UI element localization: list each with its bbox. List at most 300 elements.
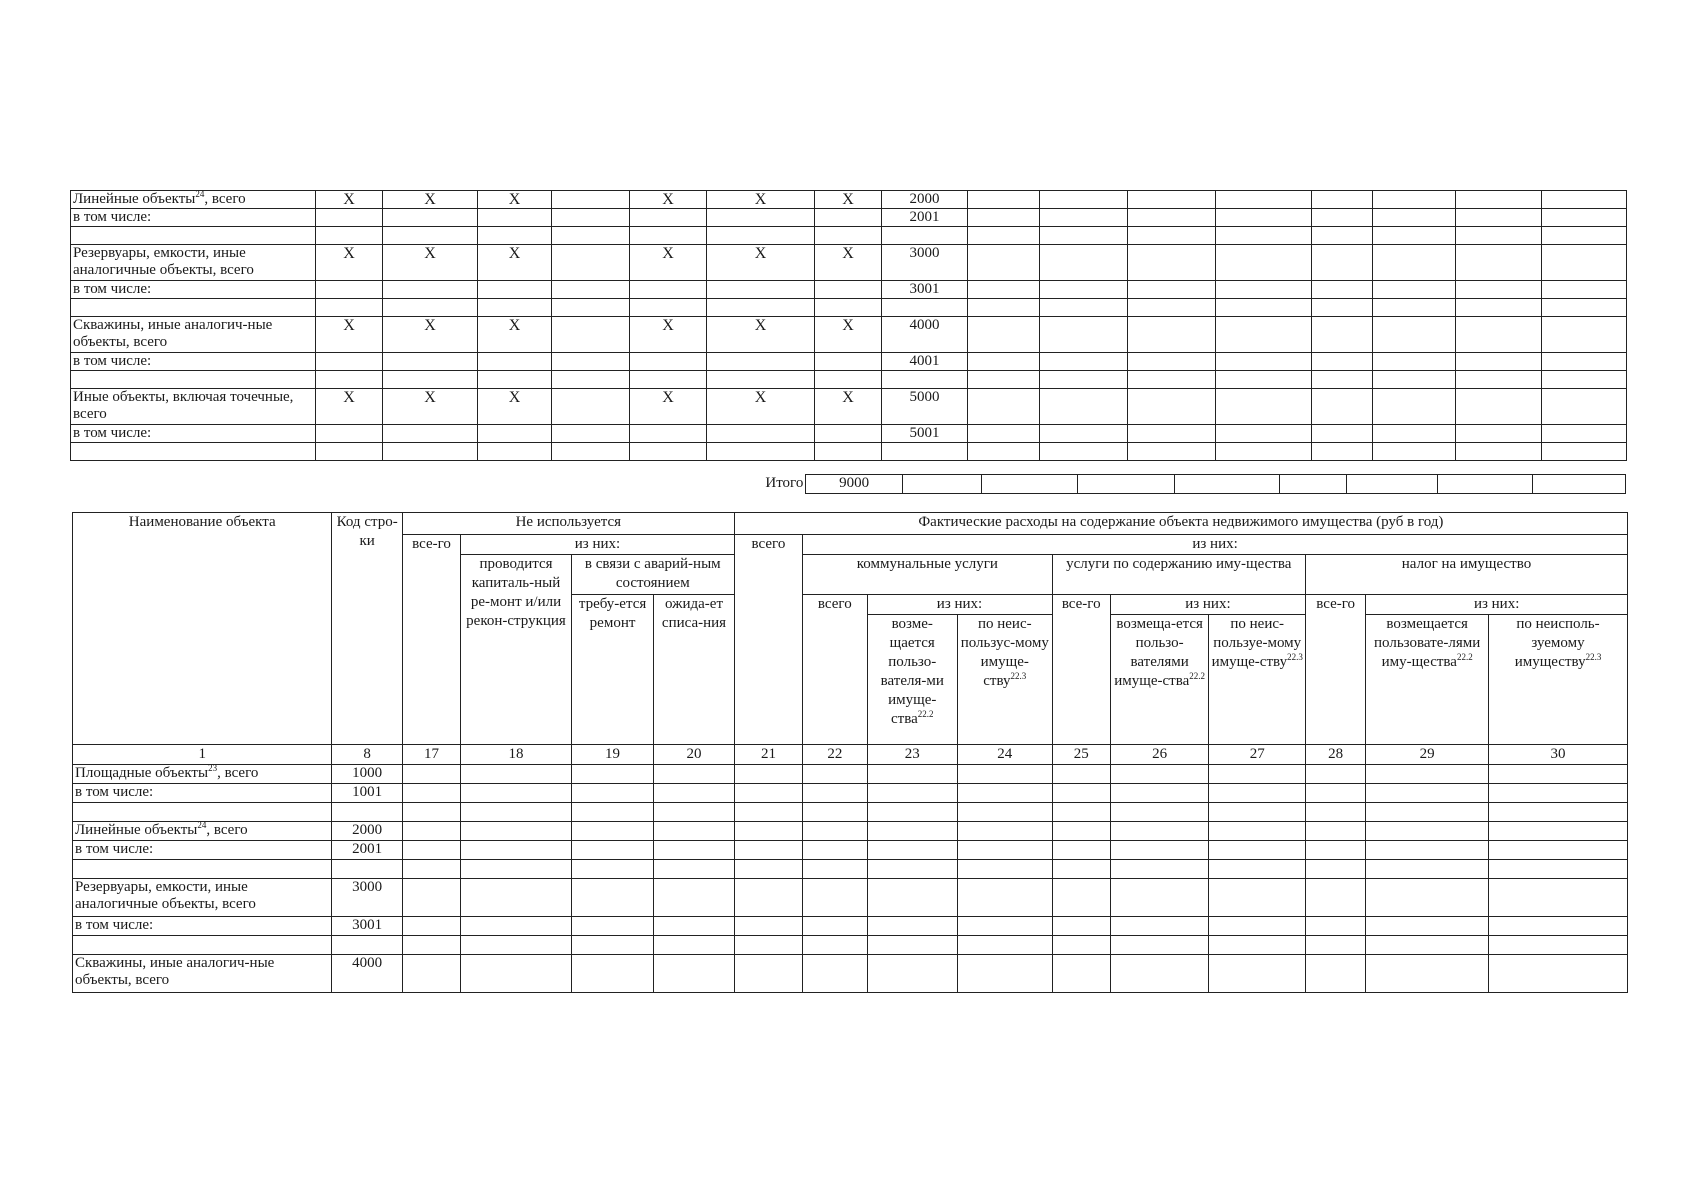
value-cell [1128, 443, 1216, 461]
table-row [71, 209, 1627, 227]
x-mark-cell [478, 227, 552, 245]
x-mark-cell: X [815, 191, 882, 209]
value-cell [1110, 879, 1209, 917]
value-cell [1305, 822, 1365, 841]
value-cell [867, 822, 958, 841]
value-cell [1312, 299, 1373, 317]
x-mark-cell [316, 299, 383, 317]
header-utilities-total: всего [803, 595, 867, 745]
value-cell [1128, 191, 1216, 209]
x-mark-cell [552, 425, 630, 443]
value-cell [1305, 841, 1365, 860]
x-mark-cell: X [478, 191, 552, 209]
table-row [73, 955, 1628, 993]
table-row [71, 191, 1627, 209]
value-cell [654, 803, 734, 822]
row-code [332, 860, 402, 879]
column-number: 24 [958, 745, 1053, 765]
row-name: Линейные объекты$^{24}$, всего [71, 191, 316, 209]
itogo-row [740, 474, 1626, 494]
table-row [73, 784, 1628, 803]
row-name: в том числе: [71, 209, 316, 227]
value-cell [1456, 245, 1542, 281]
value-cell [1373, 317, 1456, 353]
value-cell [803, 879, 867, 917]
table-row [73, 936, 1628, 955]
x-mark-cell [552, 371, 630, 389]
value-cell [1052, 917, 1110, 936]
value-cell [1373, 389, 1456, 425]
x-mark-cell [630, 353, 707, 371]
x-mark-cell [552, 227, 630, 245]
x-mark-cell: X [383, 317, 478, 353]
value-cell [968, 299, 1040, 317]
row-code [332, 936, 402, 955]
value-cell [1366, 936, 1489, 955]
value-cell [867, 841, 958, 860]
value-cell [968, 227, 1040, 245]
value-cell [461, 879, 572, 917]
header-costs-of-them: из них: [803, 535, 1628, 555]
value-cell [571, 879, 653, 917]
x-mark-cell: X [316, 317, 383, 353]
x-mark-cell [383, 299, 478, 317]
x-mark-cell [383, 353, 478, 371]
row-code: 3001 [882, 281, 968, 299]
value-cell [1040, 191, 1128, 209]
value-cell [1216, 299, 1312, 317]
column-number: 19 [571, 745, 653, 765]
value-cell [1110, 765, 1209, 784]
value-cell [402, 822, 460, 841]
x-mark-cell [630, 281, 707, 299]
value-cell [1209, 765, 1306, 784]
column-number: 30 [1489, 745, 1628, 765]
x-mark-cell: X [630, 389, 707, 425]
value-cell [968, 371, 1040, 389]
value-cell [1110, 822, 1209, 841]
value-cell [654, 955, 734, 993]
value-cell [734, 822, 802, 841]
column-number: 21 [734, 745, 802, 765]
value-cell [571, 765, 653, 784]
table-row [71, 245, 1627, 281]
value-cell [1542, 317, 1627, 353]
x-mark-cell: X [707, 245, 815, 281]
value-cell [1373, 353, 1456, 371]
column-number: 27 [1209, 745, 1306, 765]
value-cell [1052, 822, 1110, 841]
value-cell [1040, 443, 1128, 461]
x-mark-cell: X [478, 317, 552, 353]
header-not-used: Не используется [402, 513, 734, 535]
x-mark-cell: X [707, 317, 815, 353]
value-cell [1110, 955, 1209, 993]
value-cell [1366, 841, 1489, 860]
value-cell [968, 443, 1040, 461]
value-cell [1456, 443, 1542, 461]
value-cell [654, 841, 734, 860]
value-cell [402, 841, 460, 860]
value-cell [968, 317, 1040, 353]
value-cell [968, 245, 1040, 281]
value-cell [1489, 917, 1628, 936]
x-mark-cell [815, 353, 882, 371]
row-name: в том числе: [73, 917, 332, 936]
column-number: 1 [73, 745, 332, 765]
row-code: 2001 [882, 209, 968, 227]
value-cell [461, 841, 572, 860]
value-cell [1209, 784, 1306, 803]
value-cell [1373, 245, 1456, 281]
x-mark-cell: X [478, 245, 552, 281]
value-cell [1456, 353, 1542, 371]
value-cell [803, 955, 867, 993]
x-mark-cell [707, 299, 815, 317]
value-cell [1305, 917, 1365, 936]
x-mark-cell [552, 281, 630, 299]
row-name [73, 936, 332, 955]
x-mark-cell [707, 353, 815, 371]
value-cell [958, 822, 1053, 841]
value-cell [958, 765, 1053, 784]
value-cell [1052, 784, 1110, 803]
value-cell [1128, 425, 1216, 443]
row-name: в том числе: [71, 425, 316, 443]
value-cell [1456, 209, 1542, 227]
value-cell [1040, 353, 1128, 371]
value-cell [1209, 822, 1306, 841]
header-actual-costs: Фактические расходы на содержание объекта недвижимого имущества (руб в год) [734, 513, 1627, 535]
row-code [882, 443, 968, 461]
value-cell [1312, 317, 1373, 353]
value-cell [968, 209, 1040, 227]
header-property-tax: налог на имущество [1305, 555, 1627, 595]
x-mark-cell: X [630, 245, 707, 281]
row-name: Иные объекты, включая точечные, всего [71, 389, 316, 425]
header-utilities-of-them: из них: [867, 595, 1052, 615]
value-cell [1366, 822, 1489, 841]
value-cell [654, 784, 734, 803]
column-number: 26 [1110, 745, 1209, 765]
value-cell [1110, 784, 1209, 803]
value-cell [803, 803, 867, 822]
value-cell [1542, 227, 1627, 245]
itogo-label: Итого [765, 474, 804, 491]
row-code: 3001 [332, 917, 402, 936]
x-mark-cell [707, 281, 815, 299]
value-cell [1456, 371, 1542, 389]
value-cell [803, 822, 867, 841]
x-mark-cell [630, 371, 707, 389]
value-cell [1128, 353, 1216, 371]
x-mark-cell [707, 209, 815, 227]
x-mark-cell: X [815, 245, 882, 281]
value-cell [1052, 860, 1110, 879]
value-cell [1216, 245, 1312, 281]
value-cell [1040, 245, 1128, 281]
value-cell [803, 784, 867, 803]
value-cell [1312, 191, 1373, 209]
value-cell [1052, 936, 1110, 955]
x-mark-cell [552, 353, 630, 371]
value-cell [1456, 227, 1542, 245]
value-cell [1216, 317, 1312, 353]
value-cell [1216, 389, 1312, 425]
value-cell [461, 765, 572, 784]
x-mark-cell [552, 443, 630, 461]
value-cell [1489, 879, 1628, 917]
value-cell [867, 879, 958, 917]
value-cell [1209, 841, 1306, 860]
value-cell [1209, 879, 1306, 917]
value-cell [1312, 443, 1373, 461]
value-cell [1489, 803, 1628, 822]
header-name: Наименование объекта [73, 513, 332, 745]
value-cell [1312, 389, 1373, 425]
row-name [71, 299, 316, 317]
x-mark-cell [815, 299, 882, 317]
value-cell [1542, 191, 1627, 209]
row-name: в том числе: [71, 353, 316, 371]
x-mark-cell [552, 317, 630, 353]
value-cell [571, 803, 653, 822]
value-cell [461, 860, 572, 879]
value-cell [968, 425, 1040, 443]
row-name [71, 443, 316, 461]
value-cell [1305, 803, 1365, 822]
table-row [71, 371, 1627, 389]
x-mark-cell [316, 443, 383, 461]
top-table [70, 190, 1627, 461]
value-cell [1456, 425, 1542, 443]
value-cell [1216, 425, 1312, 443]
value-cell [1312, 353, 1373, 371]
column-number: 20 [654, 745, 734, 765]
value-cell [1110, 917, 1209, 936]
value-cell [1489, 860, 1628, 879]
x-mark-cell [630, 443, 707, 461]
x-mark-cell [552, 245, 630, 281]
value-cell [1128, 245, 1216, 281]
value-cell [461, 936, 572, 955]
column-number: 18 [461, 745, 572, 765]
row-name [73, 860, 332, 879]
value-cell [1373, 425, 1456, 443]
value-cell [1542, 281, 1627, 299]
value-cell [734, 784, 802, 803]
x-mark-cell: X [316, 245, 383, 281]
table-row [71, 389, 1627, 425]
x-mark-cell [316, 209, 383, 227]
value-cell [461, 955, 572, 993]
value-cell [1366, 917, 1489, 936]
row-name: Площадные объекты$^{23}$, всего [73, 765, 332, 784]
value-cell [734, 860, 802, 879]
column-number: 28 [1305, 745, 1365, 765]
header-unused-property: по неис-пользус-мому имуще-ству$^{22.3}$ [958, 615, 1053, 745]
header-capital-repair: проводится капиталь-ный ре-монт и/или рекон-струкция [461, 555, 572, 745]
row-name: Резервуары, емкости, иные аналогичные объекты, всего [71, 245, 316, 281]
value-cell [1216, 191, 1312, 209]
value-cell [958, 803, 1053, 822]
table-row [71, 425, 1627, 443]
value-cell [461, 917, 572, 936]
header-tax-of-them: из них: [1366, 595, 1628, 615]
row-code: 5000 [882, 389, 968, 425]
value-cell [571, 955, 653, 993]
row-code [882, 227, 968, 245]
value-cell [1040, 227, 1128, 245]
table-row [73, 860, 1628, 879]
column-number: 22 [803, 745, 867, 765]
row-name [71, 371, 316, 389]
x-mark-cell [478, 209, 552, 227]
row-name: в том числе: [71, 281, 316, 299]
value-cell [734, 955, 802, 993]
x-mark-cell [478, 353, 552, 371]
value-cell [968, 353, 1040, 371]
x-mark-cell: X [630, 317, 707, 353]
table-row [73, 822, 1628, 841]
header-not-used-of-them: из них: [461, 535, 735, 555]
value-cell [1209, 917, 1306, 936]
value-cell [734, 917, 802, 936]
x-mark-cell [383, 371, 478, 389]
x-mark-cell [815, 281, 882, 299]
value-cell [1305, 784, 1365, 803]
x-mark-cell [316, 281, 383, 299]
column-number: 23 [867, 745, 958, 765]
value-cell [1542, 425, 1627, 443]
row-code: 2000 [882, 191, 968, 209]
value-cell [734, 841, 802, 860]
header-reimbursed-owners: возмеща-ется пользо-вателями имуще-ства$^{22.2}$ [1110, 615, 1209, 745]
x-mark-cell [316, 425, 383, 443]
row-code: 3000 [332, 879, 402, 917]
x-mark-cell [815, 425, 882, 443]
x-mark-cell: X [815, 389, 882, 425]
row-name: в том числе: [73, 784, 332, 803]
x-mark-cell [552, 299, 630, 317]
value-cell [1542, 443, 1627, 461]
value-cell [968, 191, 1040, 209]
value-cell [1489, 936, 1628, 955]
value-cell [1128, 371, 1216, 389]
value-cell [1128, 227, 1216, 245]
value-cell [1312, 371, 1373, 389]
value-cell [1040, 209, 1128, 227]
row-code: 4000 [332, 955, 402, 993]
value-cell [654, 917, 734, 936]
x-mark-cell [383, 209, 478, 227]
x-mark-cell: X [316, 191, 383, 209]
x-mark-cell [383, 227, 478, 245]
value-cell [1040, 281, 1128, 299]
x-mark-cell [630, 209, 707, 227]
value-cell [1312, 425, 1373, 443]
x-mark-cell [815, 443, 882, 461]
value-cell [1305, 765, 1365, 784]
x-mark-cell: X [630, 191, 707, 209]
row-code [332, 803, 402, 822]
value-cell [1373, 227, 1456, 245]
value-cell [1216, 281, 1312, 299]
value-cell [803, 765, 867, 784]
value-cell [958, 860, 1053, 879]
row-code: 4001 [882, 353, 968, 371]
value-cell [1373, 371, 1456, 389]
value-cell [1040, 371, 1128, 389]
x-mark-cell [630, 299, 707, 317]
value-cell [1128, 389, 1216, 425]
x-mark-cell: X [815, 317, 882, 353]
row-code: 2000 [332, 822, 402, 841]
row-code: 3000 [882, 245, 968, 281]
column-number: 17 [402, 745, 460, 765]
value-cell [1128, 299, 1216, 317]
value-cell [1052, 955, 1110, 993]
value-cell [402, 879, 460, 917]
value-cell [1110, 841, 1209, 860]
x-mark-cell [707, 227, 815, 245]
x-mark-cell: X [383, 245, 478, 281]
table-row [71, 281, 1627, 299]
x-mark-cell [478, 299, 552, 317]
row-code: 1000 [332, 765, 402, 784]
value-cell [734, 803, 802, 822]
table-row [71, 227, 1627, 245]
value-cell [1040, 425, 1128, 443]
value-cell [571, 784, 653, 803]
value-cell [1128, 317, 1216, 353]
header-emergency: в связи с аварий-ным состоянием [571, 555, 734, 595]
column-number: 8 [332, 745, 402, 765]
value-cell [1040, 389, 1128, 425]
x-mark-cell [707, 443, 815, 461]
value-cell [1542, 371, 1627, 389]
value-cell [654, 822, 734, 841]
value-cell [1542, 299, 1627, 317]
value-cell [1052, 765, 1110, 784]
value-cell [1366, 955, 1489, 993]
x-mark-cell [707, 371, 815, 389]
value-cell [867, 784, 958, 803]
table-row [73, 917, 1628, 936]
value-cell [968, 281, 1040, 299]
value-cell [1052, 803, 1110, 822]
value-cell [1052, 879, 1110, 917]
value-cell [571, 917, 653, 936]
value-cell [1366, 765, 1489, 784]
x-mark-cell [552, 389, 630, 425]
value-cell [654, 879, 734, 917]
x-mark-cell: X [478, 389, 552, 425]
bottom-table [72, 512, 1628, 993]
value-cell [1373, 281, 1456, 299]
row-code: 2001 [332, 841, 402, 860]
header-needs-repair: требу-ется ремонт [571, 595, 653, 745]
value-cell [1542, 389, 1627, 425]
x-mark-cell [383, 425, 478, 443]
row-name: Скважины, иные аналогич-ные объекты, всего [73, 955, 332, 993]
value-cell [1216, 443, 1312, 461]
x-mark-cell [316, 371, 383, 389]
value-cell [1209, 955, 1306, 993]
header-unused-tax: по неисполь-зуемому имуществу$^{22.3}$ [1489, 615, 1628, 745]
row-name: Линейные объекты$^{24}$, всего [73, 822, 332, 841]
value-cell [1489, 822, 1628, 841]
